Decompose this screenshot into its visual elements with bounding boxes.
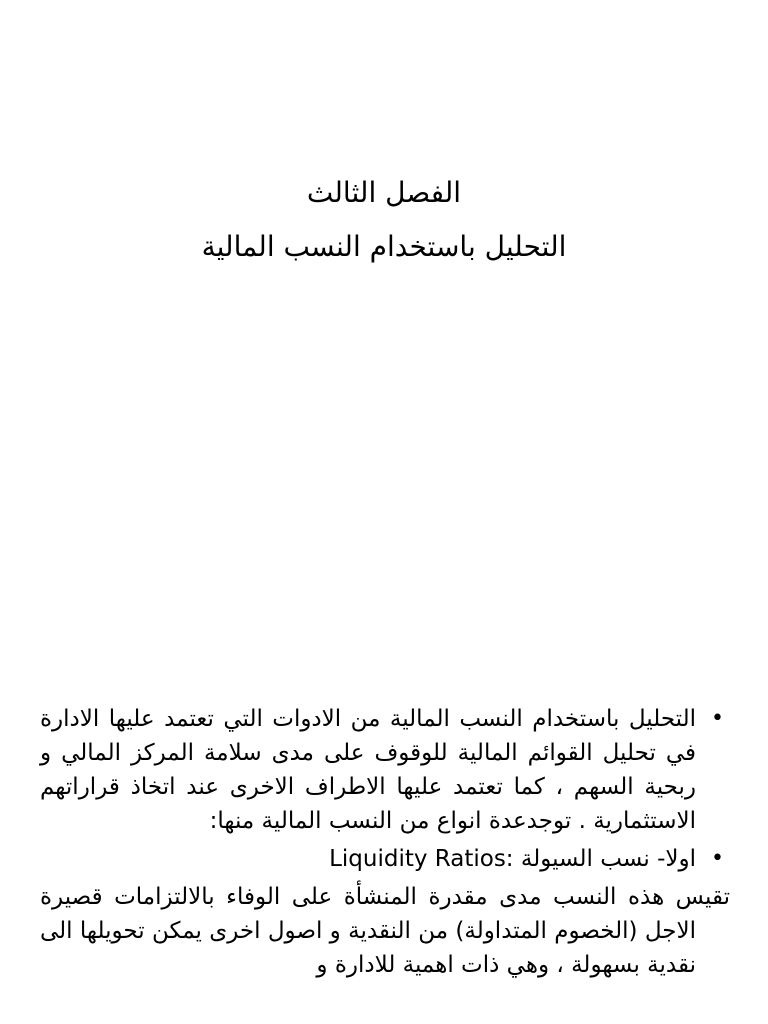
chapter-title: [0, 166, 768, 274]
bullet-icon: •: [711, 706, 724, 731]
body-content: [40, 702, 730, 982]
chapter-subtitle: التحليل باستخدام النسب المالية: [201, 230, 567, 263]
bullet-icon: •: [711, 846, 724, 871]
bullet-liquidity-ratios: [40, 842, 730, 876]
bullet-ratio-analysis: [40, 702, 730, 838]
liquidity-paragraph: تقيس هذه النسب مدى مقدرة المنشأة على الوفاء بالالتزامات قصيرة الاجل (الخصوم المتداولة) من النقدية و اصول اخرى يمكن تحويلها الى نقدية بسهولة ، وهي ذات اهمية للادارة و: [40, 884, 730, 978]
bullet-text: التحليل باستخدام النسب المالية من الادوات التي تعتمد عليها الادارة في تحليل القوائم المالية للوقوف على مدى سلامة المركز المالي و ربحية السهم ، كما تعتمد عليها الاطراف الاخرى عند اتخاذ قراراتهم الاستثمارية . توجدعدة انواع من النسب المالية منها:: [40, 706, 696, 834]
chapter-heading: الفصل الثالث: [306, 176, 462, 209]
bullet-text-arabic: اولا- نسب السيولة: [520, 846, 696, 872]
bullet-text-english: Liquidity Ratios:: [329, 846, 514, 872]
